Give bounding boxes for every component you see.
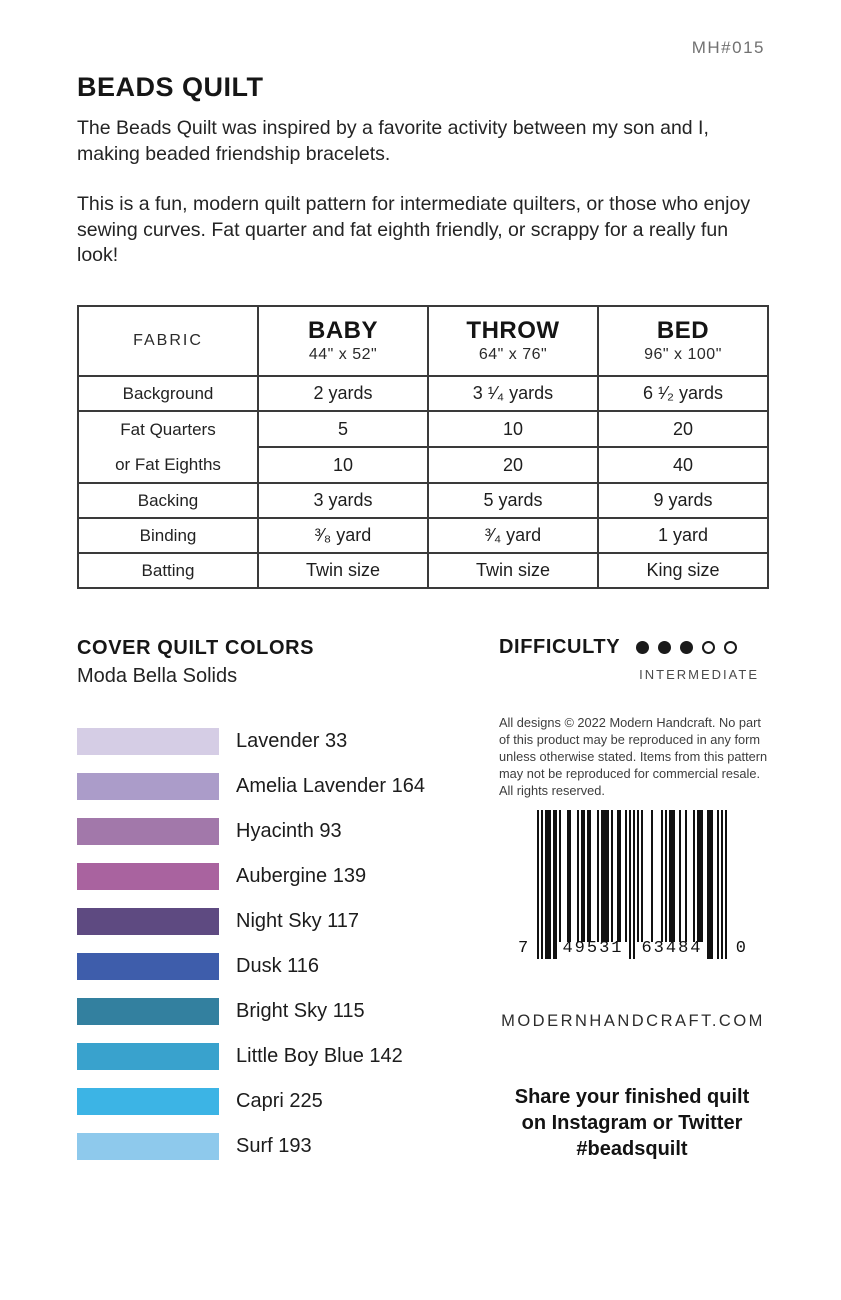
cover-colors-subtitle: Moda Bella Solids bbox=[77, 665, 238, 687]
color-swatch bbox=[77, 1133, 219, 1160]
difficulty-dots bbox=[636, 641, 746, 654]
table-cell: 3 ¹⁄₄ yards bbox=[428, 376, 598, 411]
color-swatch bbox=[77, 773, 219, 800]
table-cell: 40 bbox=[598, 447, 768, 483]
row-label: Backing bbox=[78, 483, 258, 518]
table-corner-header: FABRIC bbox=[78, 306, 258, 376]
row-label: Batting bbox=[78, 553, 258, 588]
pattern-number: MH#015 bbox=[691, 38, 765, 57]
share-line: Share your finished quilt bbox=[514, 1086, 750, 1108]
table-header-row bbox=[78, 306, 768, 376]
table-cell: Twin size bbox=[258, 553, 428, 588]
difficulty-section bbox=[499, 636, 765, 682]
table-cell: 5 bbox=[258, 411, 428, 447]
intro-paragraph-1: The Beads Quilt was inspired by a favorite activity between my son and I, making beaded friendship bracelets. bbox=[77, 117, 709, 165]
fabric-requirements-table bbox=[77, 305, 769, 589]
color-swatch-list bbox=[77, 728, 425, 1178]
page-title: BEADS QUILT bbox=[77, 72, 264, 102]
table-cell: King size bbox=[598, 553, 768, 588]
swatch-row bbox=[77, 953, 425, 980]
swatch-label: Hyacinth 93 bbox=[236, 820, 342, 842]
column-dimensions: 64" x 76" bbox=[478, 346, 548, 363]
table-cell: 3 yards bbox=[258, 483, 428, 518]
column-header-baby bbox=[258, 306, 428, 376]
barcode-digits-group1: 49531 bbox=[562, 939, 624, 958]
swatch-label: Capri 225 bbox=[236, 1090, 323, 1112]
table-cell: 20 bbox=[428, 447, 598, 483]
swatch-label: Little Boy Blue 142 bbox=[236, 1045, 403, 1067]
swatch-label: Surf 193 bbox=[236, 1135, 312, 1157]
table-row bbox=[78, 483, 768, 518]
table-cell: Twin size bbox=[428, 553, 598, 588]
color-swatch bbox=[77, 908, 219, 935]
row-label-line: or Fat Eighths bbox=[115, 455, 221, 474]
upc-barcode bbox=[518, 810, 746, 959]
swatch-row bbox=[77, 773, 425, 800]
table-cell: ³⁄₄ yard bbox=[428, 518, 598, 553]
column-name: BABY bbox=[307, 317, 378, 344]
difficulty-level-label: INTERMEDIATE bbox=[639, 667, 759, 682]
swatch-row bbox=[77, 1043, 425, 1070]
table-row bbox=[78, 376, 768, 411]
swatch-row bbox=[77, 728, 425, 755]
swatch-label: Dusk 116 bbox=[236, 955, 320, 977]
table-cell: 5 yards bbox=[428, 483, 598, 518]
color-swatch bbox=[77, 998, 219, 1025]
swatch-label: Lavender 33 bbox=[236, 730, 348, 752]
swatch-label: Aubergine 139 bbox=[236, 865, 367, 887]
swatch-row bbox=[77, 863, 425, 890]
swatch-row bbox=[77, 818, 425, 845]
swatch-row bbox=[77, 908, 425, 935]
table-cell: 1 yard bbox=[598, 518, 768, 553]
table-cell: 9 yards bbox=[598, 483, 768, 518]
swatch-label: Amelia Lavender 164 bbox=[236, 775, 426, 797]
color-swatch bbox=[77, 953, 219, 980]
share-line: on Instagram or Twitter bbox=[521, 1112, 743, 1134]
barcode-digit-left: 7 bbox=[518, 939, 529, 958]
row-label-line: Fat Quarters bbox=[120, 420, 216, 439]
table-cell: 20 bbox=[598, 411, 768, 447]
share-hashtag: #beadsquilt bbox=[576, 1138, 688, 1160]
row-label-fat-quarters-eighths bbox=[78, 411, 258, 483]
color-swatch bbox=[77, 1043, 219, 1070]
barcode-bar bbox=[725, 810, 727, 959]
column-header-bed bbox=[598, 306, 768, 376]
copyright-notice: All designs © 2022 Modern Handcraft. No part of this product may be reproduced in any form unless otherwise stated. Items from this pattern may not be reproduced for commercial resale. All rights reserved. bbox=[499, 715, 768, 798]
barcode-digit-right: 0 bbox=[735, 939, 746, 958]
cover-colors-heading: COVER QUILT COLORS bbox=[77, 637, 315, 659]
table-row bbox=[78, 553, 768, 588]
swatch-row bbox=[77, 998, 425, 1025]
row-label: Binding bbox=[78, 518, 258, 553]
color-swatch bbox=[77, 863, 219, 890]
intro-paragraph-2: This is a fun, modern quilt pattern for intermediate quilters, or those who enjoy sewing curves. Fat quarter and fat eighth friendly, or scrappy for a really fun look! bbox=[77, 193, 751, 266]
table-cell: 2 yards bbox=[258, 376, 428, 411]
table-cell: ³⁄₈ yard bbox=[258, 518, 428, 553]
difficulty-heading: DIFFICULTY bbox=[499, 636, 621, 658]
difficulty-dot-hollow bbox=[724, 641, 737, 654]
color-swatch bbox=[77, 1088, 219, 1115]
swatch-label: Night Sky 117 bbox=[236, 910, 360, 932]
swatch-row bbox=[77, 1088, 425, 1115]
difficulty-row bbox=[499, 636, 765, 659]
table-row bbox=[78, 411, 768, 447]
difficulty-dot-filled bbox=[680, 641, 693, 654]
barcode-digits-group2: 63484 bbox=[641, 939, 703, 958]
table-row bbox=[78, 518, 768, 553]
table-cell: 6 ¹⁄₂ yards bbox=[598, 376, 768, 411]
column-dimensions: 96" x 100" bbox=[644, 346, 722, 363]
color-swatch bbox=[77, 728, 219, 755]
barcode-bars bbox=[537, 810, 727, 959]
share-callout bbox=[480, 1084, 784, 1162]
swatch-row bbox=[77, 1133, 425, 1160]
table-cell: 10 bbox=[428, 411, 598, 447]
column-name: THROW bbox=[466, 317, 560, 344]
website-url: MODERNHANDCRAFT.COM bbox=[501, 1012, 765, 1030]
difficulty-dot-hollow bbox=[702, 641, 715, 654]
column-name: BED bbox=[656, 317, 710, 344]
color-swatch bbox=[77, 818, 219, 845]
column-header-throw bbox=[428, 306, 598, 376]
difficulty-dot-filled bbox=[658, 641, 671, 654]
swatch-label: Bright Sky 115 bbox=[236, 1000, 365, 1022]
difficulty-dot-filled bbox=[636, 641, 649, 654]
row-label: Background bbox=[78, 376, 258, 411]
table-cell: 10 bbox=[258, 447, 428, 483]
column-dimensions: 44" x 52" bbox=[308, 346, 378, 363]
